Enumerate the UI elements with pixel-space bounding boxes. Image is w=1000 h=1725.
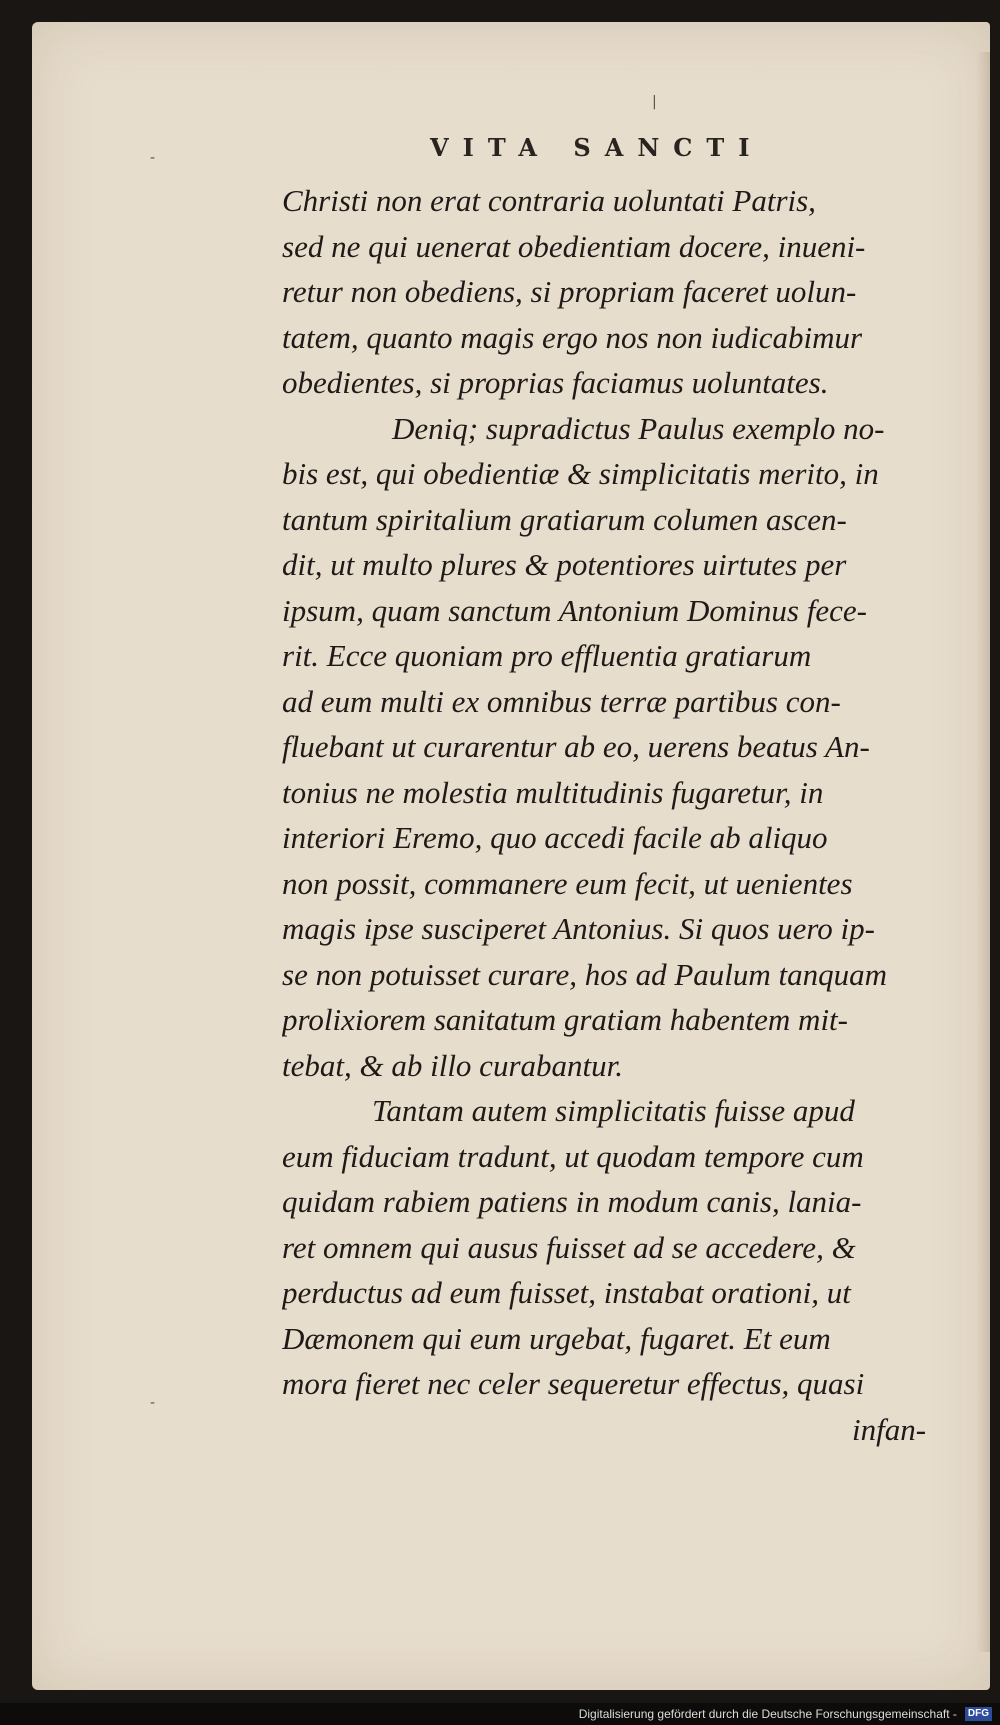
page-edge-shadow	[976, 52, 990, 1652]
text-line: tantum spiritalium gratiarum columen ascen-	[282, 501, 847, 537]
text-line: rit. Ecce quoniam pro effluentia gratiarum	[282, 638, 812, 673]
text-line: dit, ut multo plures & potentiores uirtutes per	[282, 547, 847, 582]
text-line: non possit, commanere eum fecit, ut uenientes	[282, 865, 853, 901]
text-line: Dæmonem qui eum urgebat, fugaret. Et eum	[282, 1320, 831, 1356]
text-line: ad eum multi ex omnibus terræ partibus con-	[282, 683, 841, 719]
text-line: quidam rabiem patiens in modum canis, lania-	[282, 1184, 862, 1219]
text-line: perductus ad eum fuisset, instabat orationi, ut	[282, 1275, 851, 1310]
page-speck: -	[150, 150, 156, 166]
text-line: obedientes, si proprias faciamus uoluntates.	[282, 365, 829, 400]
text-line: retur non obediens, si propriam faceret uolun-	[282, 274, 857, 309]
text-line: tonius ne molestia multitudinis fugaretur, in	[282, 774, 824, 810]
text-line: magis ipse susciperet Antonius. Si quos uero ip-	[282, 911, 875, 946]
running-head: VITA SANCTI	[430, 133, 764, 162]
text-line: Deniq; supradictus Paulus exemplo no-	[392, 410, 885, 446]
text-line: interiori Eremo, quo accedi facile ab aliquo	[282, 820, 828, 855]
text-line: fluebant ut curarentur ab eo, uerens beatus An-	[282, 729, 870, 764]
catchword: infan-	[852, 1411, 927, 1447]
text-line: tebat, & ab illo curabantur.	[282, 1047, 623, 1083]
digitization-footer	[0, 1703, 1000, 1725]
text-line: se non potuisset curare, hos ad Paulum tanquam	[282, 956, 888, 992]
text-line: bis est, qui obedientiæ & simplicitatis merito, in	[282, 456, 879, 491]
funding-credit: Digitalisierung gefördert durch die Deutsche Forschungsgemeinschaft -	[578, 1707, 957, 1721]
page-speck: -	[150, 1395, 156, 1411]
text-line: ipsum, quam sanctum Antonium Dominus fece-	[282, 592, 867, 628]
text-line: Tantam autem simplicitatis fuisse apud	[372, 1093, 855, 1128]
dfg-logo-icon: DFG	[965, 1707, 992, 1721]
text-block	[282, 178, 950, 1452]
text-line: mora fieret nec celer sequeretur effectus, quasi	[282, 1366, 865, 1401]
text-line: ret omnem qui ausus fuisset ad se accedere, &	[282, 1229, 856, 1265]
text-line: tatem, quanto magis ergo nos non iudicabimur	[282, 319, 863, 355]
text-line: sed ne qui uenerat obedientiam docere, inueni-	[282, 228, 866, 264]
page-speck: |	[652, 94, 657, 110]
text-line: Christi non erat contraria uoluntati Patris,	[282, 183, 816, 218]
text-line: eum fiduciam tradunt, ut quodam tempore cum	[282, 1138, 864, 1174]
text-line: prolixiorem sanitatum gratiam habentem mit-	[282, 1002, 848, 1037]
